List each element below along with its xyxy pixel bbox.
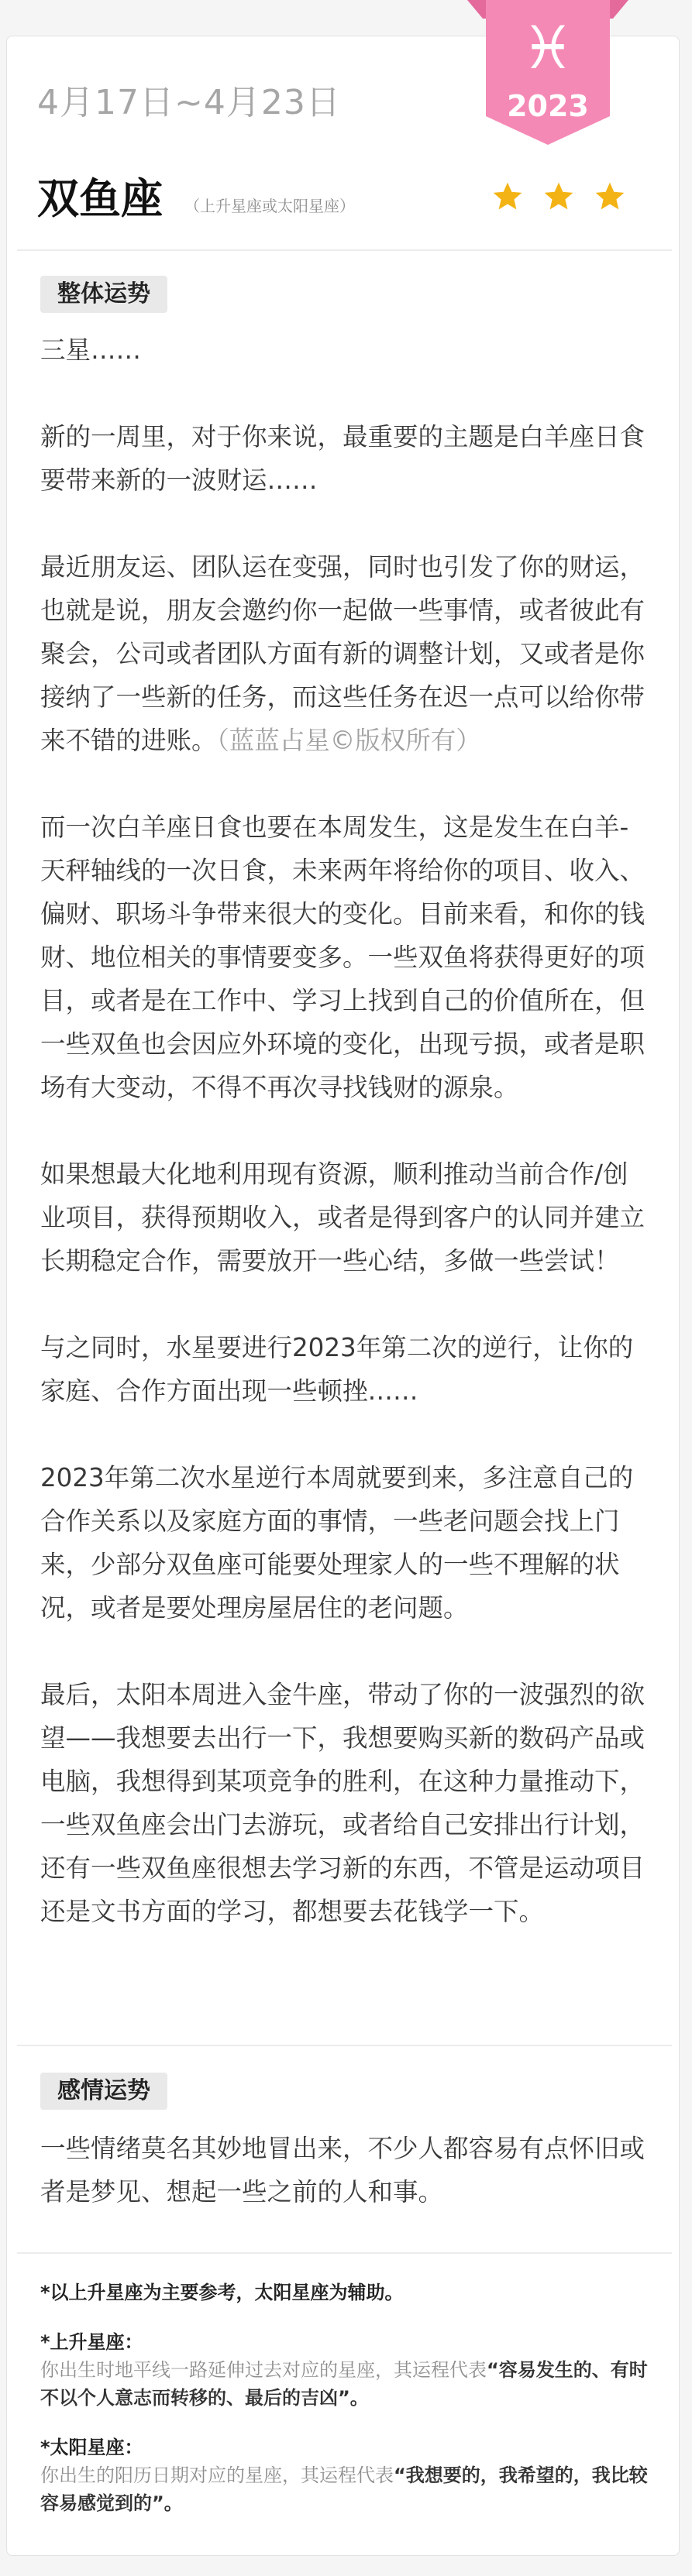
overall-fortune-text (40, 328, 652, 1977)
rising-sign-desc: 你出生时地平线一路延伸过去对应的星座，其运程代表 (40, 2359, 487, 2381)
sun-sign-title: *太阳星座： (40, 2437, 143, 2458)
date-range: 4月17日~4月23日 (37, 83, 341, 122)
footer-notes (40, 2279, 652, 2539)
star-icon (542, 180, 576, 214)
paragraph: 而一次白羊座日食也要在本周发生，这是发生在白羊-天秤轴线的一次日食，未来两年将给你的项目、收入、偏财、职场斗争带来很大的变化。目前来看，和你的钱财、地位相关的事情要变多。一些双鱼将获得更好的项目，或者是在工作中、学习上找到自己的价值所在，但一些双鱼也会因应外环境的变化，出现亏损，或者是职场有大变动，不得不再次寻找钱财的源泉。 (40, 812, 646, 1102)
sun-sign-quote: “我想要的，我希望的，我比较容易感觉到的”。 (40, 2464, 648, 2514)
star-icon (593, 180, 627, 214)
sign-note: （上升星座或太阳星座） (184, 197, 355, 215)
paragraph: 新的一周里，对于你来说，最重要的主题是白羊座日食要带来新的一波财运…… (40, 422, 646, 495)
pisces-symbol-icon: ♓ (521, 13, 575, 82)
sun-sign-note (40, 2433, 652, 2517)
sign-title: 双鱼座 (37, 174, 163, 223)
love-fortune-text (40, 2127, 652, 2257)
paragraph: 最近朋友运、团队运在变强，同时也引发了你的财运，也就是说，朋友会邀约你一起做一些事情，或者彼此有聚会，公司或者团队方面有新的调整计划，又或者是你接纳了一些新的任务，而这些任务在迟一点可以给你带来不错的进账。（蓝蓝占星©版权所有） (40, 552, 646, 755)
star-icon (491, 180, 525, 214)
love-fortune-tag: 感情运势 (40, 2073, 167, 2110)
badge-year: 2023 (507, 89, 589, 123)
divider (17, 249, 672, 251)
paragraph: 最后，太阳本周进入金牛座，带动了你的一波强烈的欲望——我想要去出行一下，我想要购买新的数码产品或电脑，我想得到某项竞争的胜利，在这种力量推动下，一些双鱼座会出门去游玩，或者给自己安排出行计划，还有一些双鱼座很想去学习新的东西，不管是运动项目还是文书方面的学习，都想要去花钱学一下。 (40, 1680, 646, 1926)
zodiac-badge (467, 0, 628, 145)
paragraph: 2023年第二次水星逆行本周就要到来，多注意自己的合作关系以及家庭方面的事情，一些老问题会找上门来，少部分双鱼座可能要处理家人的一些不理解的状况，或者是要处理房屋居住的老问题。 (40, 1463, 634, 1623)
rising-sign-quote: “容易发生的、有时不以个人意志而转移的、最后的吉凶”。 (40, 2359, 648, 2409)
rising-sign-note (40, 2328, 652, 2412)
paragraph: 一些情绪莫名其妙地冒出来，不少人都容易有点怀旧或者是梦见、想起一些之前的人和事。 (40, 2134, 646, 2207)
paragraph: 与之同时，水星要进行2023年第二次的逆行，让你的家庭、合作方面出现一些顿挫…… (40, 1333, 634, 1406)
divider (17, 2252, 672, 2254)
copyright-credit: （蓝蓝占星©版权所有） (216, 726, 481, 755)
reference-note: *以上升星座为主要参考，太阳星座为辅助。 (40, 2282, 404, 2303)
rising-sign-title: *上升星座： (40, 2331, 143, 2353)
paragraph: 三星…… (40, 335, 142, 365)
divider (17, 2045, 672, 2046)
paragraph: 如果想最大化地利用现有资源，顺利推动当前合作/创业项目，获得预期收入，或者是得到客户的认同并建立长期稳定合作，需要放开一些心结，多做一些尝试！ (40, 1159, 646, 1276)
overall-fortune-tag: 整体运势 (40, 276, 167, 313)
star-rating (491, 180, 630, 220)
sun-sign-desc: 你出生的阳历日期对应的星座，其运程代表 (40, 2464, 394, 2486)
